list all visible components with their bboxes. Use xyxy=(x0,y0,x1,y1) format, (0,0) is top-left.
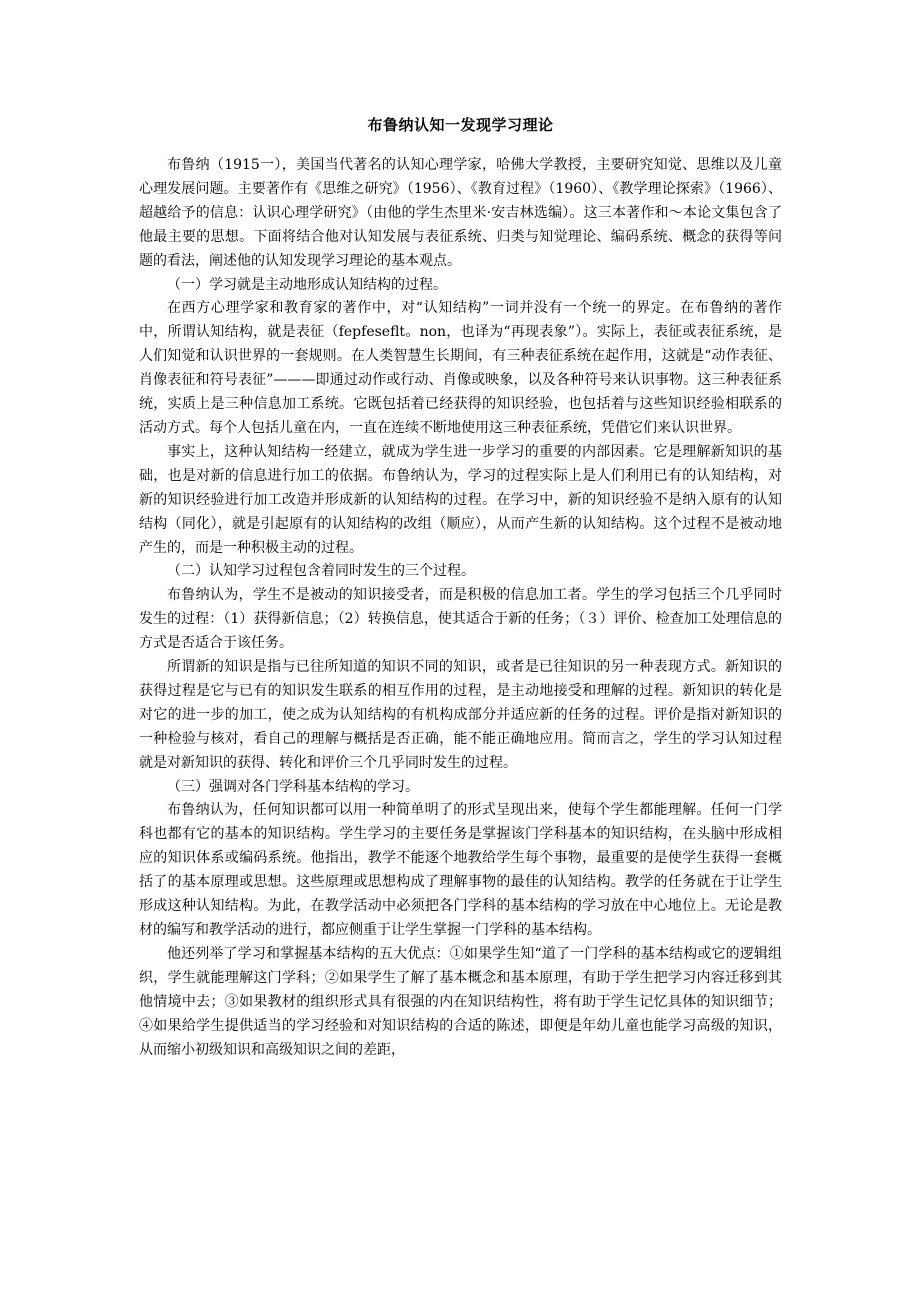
paragraph: 在西方心理学家和教育家的著作中，对“认知结构”一词并没有一个统一的界定。在布鲁纳的著作中，所谓认知结构，就是表征（fepfeseflt。non，也译为“再现表象”）。实际上，表征或表征系统，是人们知觉和认识世界的一套规则。在人类智慧生长期间，有三种表征系统在起作用，这就是“动作表征、肖像表征和符号表征”———即通过动作或行动、肖像或映象，以及各种符号来认识事物。这三种表征系统，实质上是三种信息加工系统。它既包括着已经获得的知识经验，也包括着与这些知识经验相联系的活动方式。每个人包括儿童在内，一直在连续不断地使用这三种表征系统，凭借它们来认识世界。 xyxy=(139,300,782,436)
paragraph: 他还列举了学习和掌握基本结构的五大优点：①如果学生知“道了一门学科的基本结构或它的逻辑组织，学生就能理解这门学科；②如果学生了解了基本概念和基本原理，有助于学生把学习内容迁移到其他情境中去；③如果教材的组织形式具有很强的内在知识结构性，将有助于学生记忆具体的知识细节；④如果给学生提供适当的学习经验和对知识结构的合适的陈述，即便是年幼儿童也能学习高级的知识，从而缩小初级知识和高级知识之间的差距， xyxy=(139,945,782,1058)
paragraph: 所谓新的知识是指与已往所知道的知识不同的知识，或者是已往知识的另一种表现方式。新知识的获得过程是它与已有的知识发生联系的相互作用的过程，是主动地接受和理解的过程。新知识的转化是对它的进一步的加工，使之成为认知结构的有机构成部分并适应新的任务的过程。评价是指对新知识的一种检验与核对，看自己的理解与概括是否正确，能不能正确地应用。简而言之，学生的学习认知过程就是对新知识的获得、转化和评价三个几乎同时发生的过程。 xyxy=(139,659,782,771)
paragraph: 布鲁纳认为，学生不是被动的知识接受者，而是积极的信息加工者。学生的学习包括三个几乎同时发生的过程：（1）获得新信息；（2）转换信息，使其适合于新的任务；（３）评价、检查加工处理信息的方式是否适合于该任务。 xyxy=(139,587,782,652)
section-heading-2: （二）认知学习过程包含着同时发生的三个过程。 xyxy=(167,563,475,580)
document-title: 布鲁纳认知一发现学习理论 xyxy=(367,116,554,134)
document-page xyxy=(139,112,782,1062)
paragraph: 事实上，这种认知结构一经建立，就成为学生进一步学习的重要的内部因素。它是理解新知识的基础，也是对新的信息进行加工的依据。布鲁纳认为，学习的过程实际上是人们利用已有的认知结构，对新的知识经验进行加工改造并形成新的认知结构的过程。在学习中，新的知识经验不是纳入原有的认知结构（同化），就是引起原有的认知结构的改组（顺应），从而产生新的认知结构。这个过程不是被动地产生的，而是一种积极主动的过程。 xyxy=(139,443,782,556)
paragraph: 布鲁纳认为，任何知识都可以用一种简单明了的形式呈现出来，使每个学生都能理解。任何一门学科也都有它的基本的知识结构。学生学习的主要任务是掌握该门学科基本的知识结构，在头脑中形成相应的知识体系或编码系统。他指出，教学不能逐个地教给学生每个事物，最重要的是使学生获得一套概括了的基本原理或思想。这些原理或思想构成了理解事物的最佳的认知结构。教学的任务就在于让学生形成这种认知结构。为此，在教学活动中必须把各门学科的基本结构的学习放在中心地位上。无论是教材的编写和教学活动的进行，都应侧重于让学生掌握一门学科的基本结构。 xyxy=(139,802,782,938)
paragraph-intro: 布鲁纳（1915一），美国当代著名的认知心理学家，哈佛大学教授，主要研究知觉、思维以及儿童心理发展问题。主要著作有《思维之研究》（1956）、《教育过程》（1960）、《教学理论探索》（1966）、 超越给予的信息：认识心理学研究》（由他的学生杰里米·安吉林选编）。这三本著作和～本论文集包含了他最主要的思想。下面将结合他对认知发展与表征系统、归类与知觉理论、编码系统、概念的获得等问题的看法，阐述他的认知发现学习理论的基本观点。 xyxy=(139,157,782,269)
section-heading-1: （一）学习就是主动地形成认知结构的过程。 xyxy=(167,276,447,293)
section-heading-3: （三）强调对各门学科基本结构的学习。 xyxy=(167,778,419,795)
